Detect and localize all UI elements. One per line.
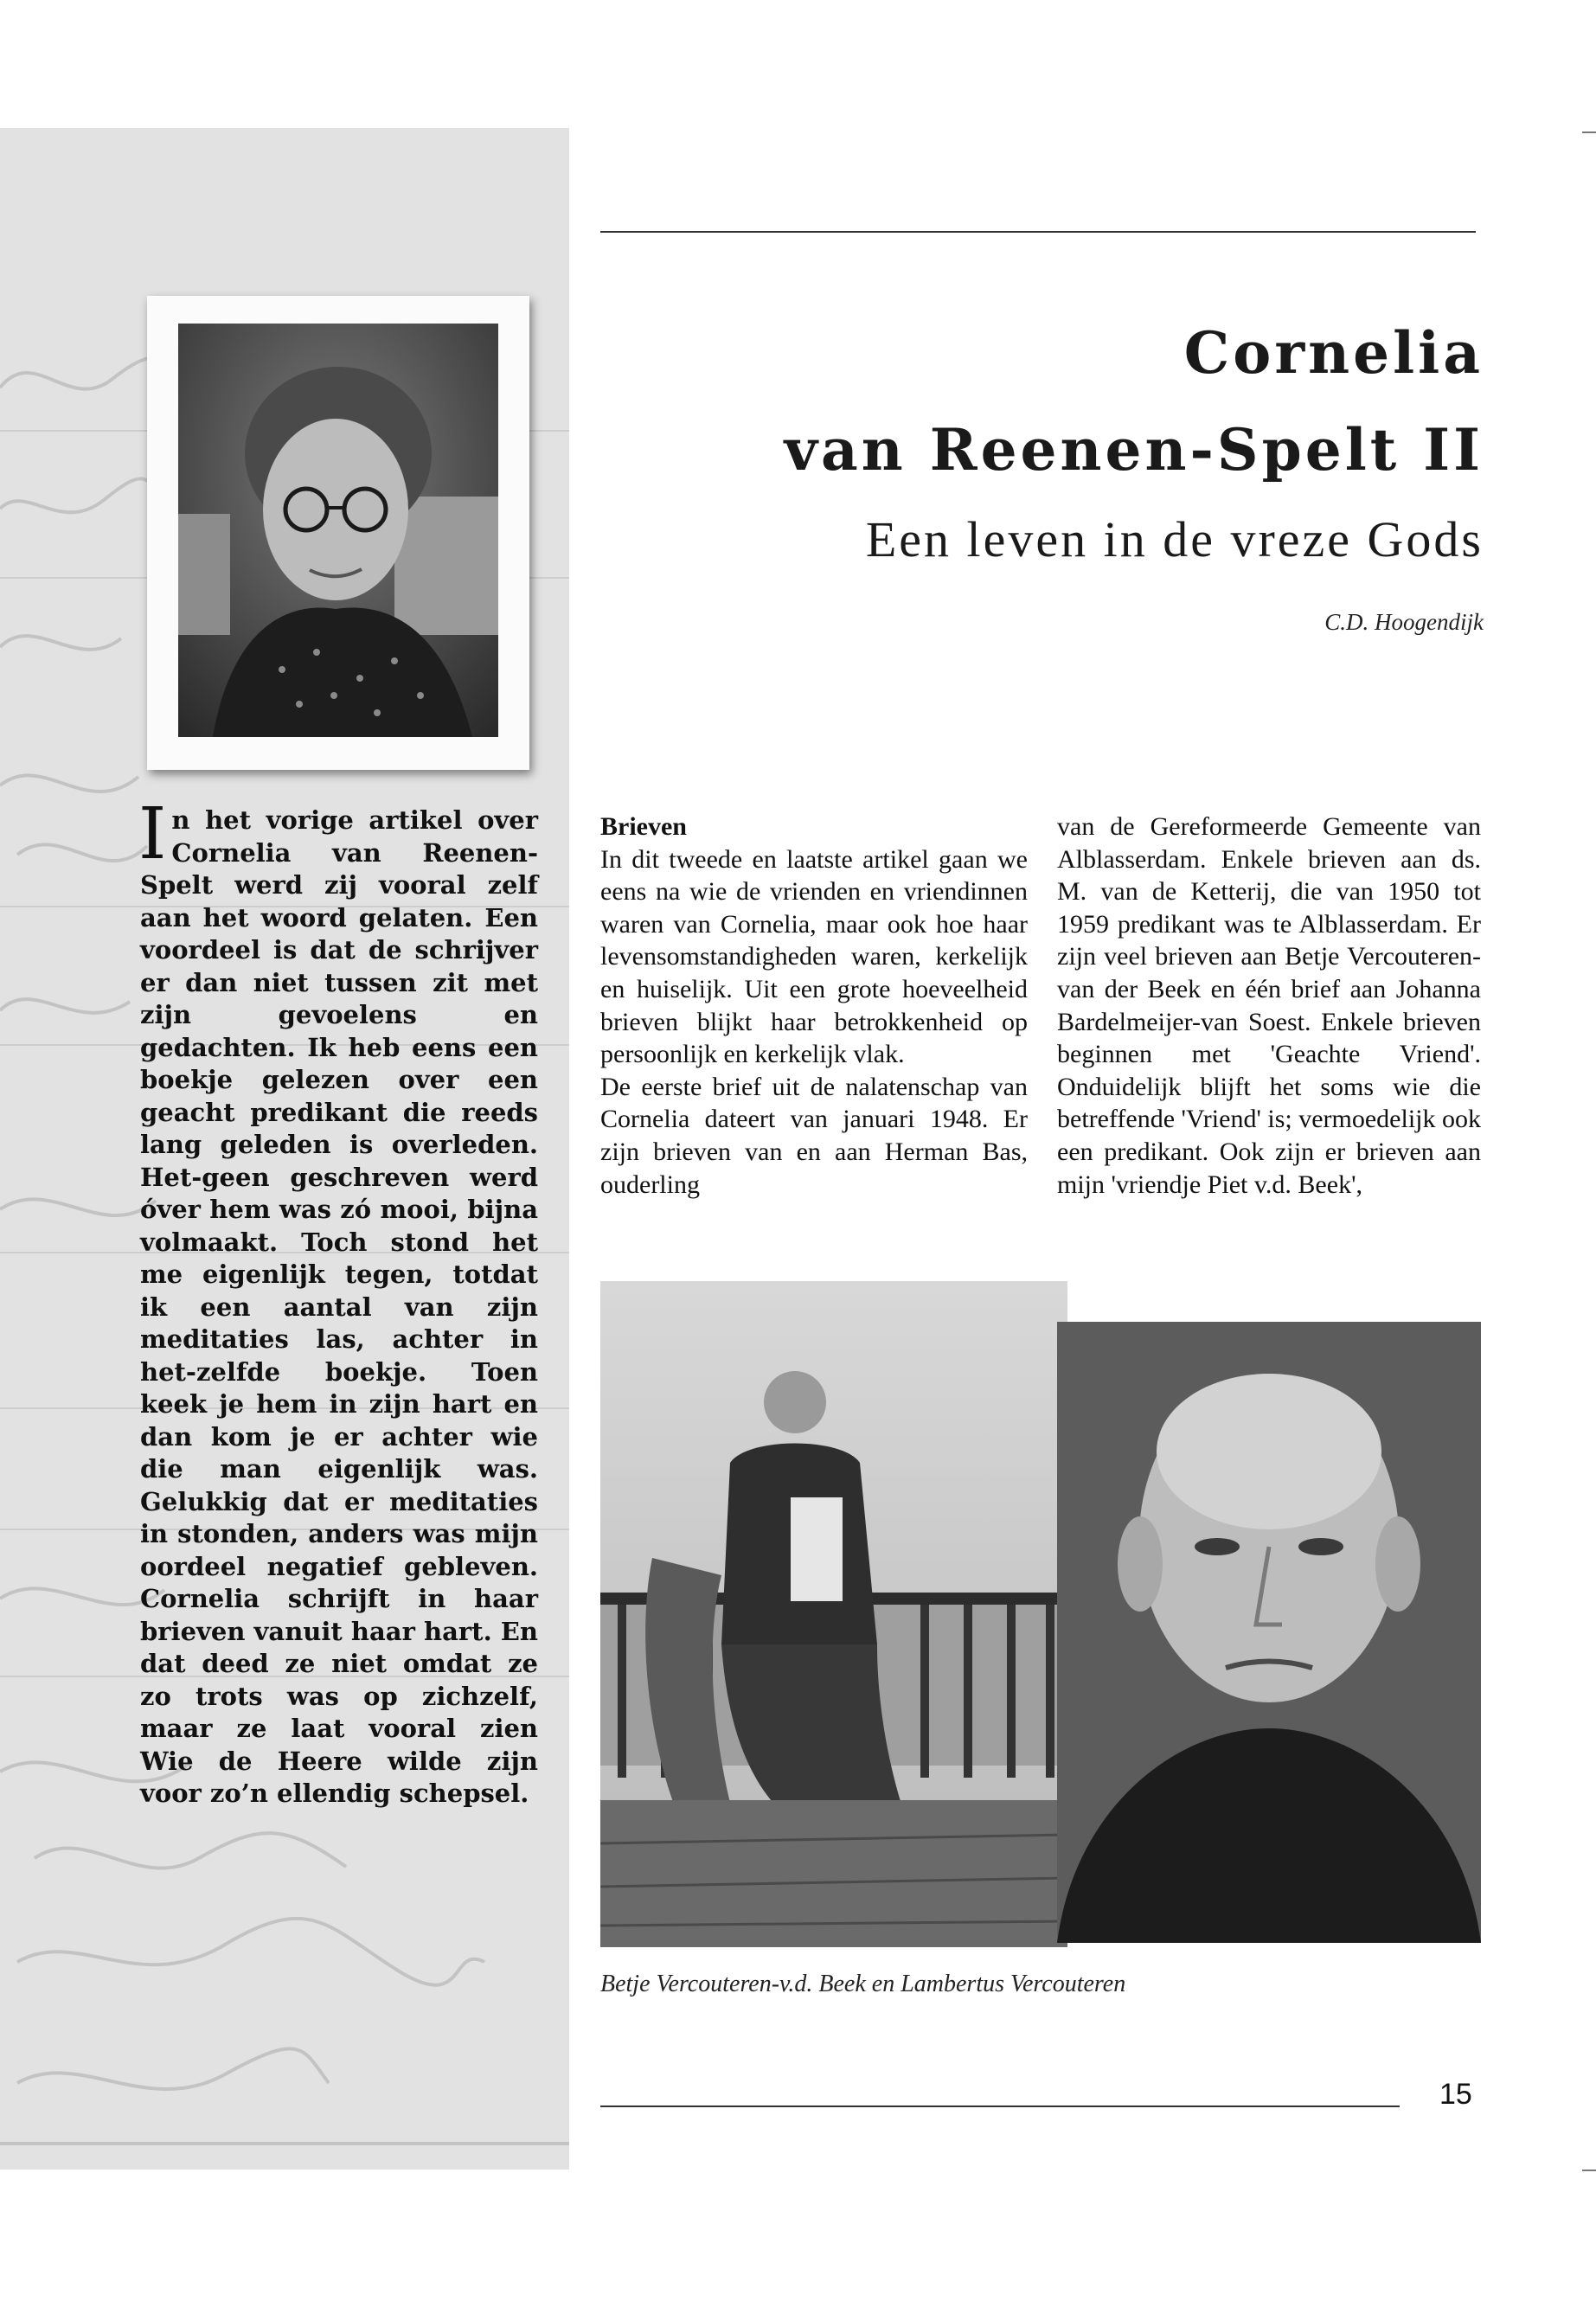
photo-woman-on-balcony-icon (600, 1281, 1067, 1947)
article-title (785, 304, 1484, 498)
portrait-photo-frame (147, 296, 529, 770)
sidebar-background (0, 128, 569, 2170)
article-subtitle: Een leven in de vreze Gods (865, 511, 1484, 567)
bottom-rule (600, 2106, 1400, 2107)
column2-paragraph-1: van de Gereformeerde Gemeente van Alblasserdam. Enkele brieven aan ds. M. van de Ketterij, die van 1950 tot 1959 predikant was te Alblasserdam. Er zijn veel brieven aan Betje Vercouteren-van der Beek en één brief aan Johanna Bardelmeijer-van Soest. Enkele brieven beginnen met 'Geachte Vriend'. Onduidelijk blijft het soms wie die betreffende 'Vriend' is; vermoedelijk ook een predikant. Ook zijn er brieven aan mijn 'vriendje Piet v.d. Beek', (1057, 812, 1481, 1199)
article-author: C.D. Hoogendijk (1324, 609, 1484, 635)
trim-mark-top (1582, 131, 1596, 133)
intro-text: n het vorige artikel over Cornelia van Reenen-Spelt werd zij vooral zelf aan het woord gelaten. Een voordeel is dat de schrijver er dan niet tussen zit met zijn gevoelens en gedachten. Ik heb eens een boekje gelezen over een geacht predikant die reeds lang geleden is overleden. Het-geen geschreven werd óver hem was zó mooi, bijna volmaakt. Toch stond het me eigenlijk tegen, totdat ik een aantal van zijn meditaties las, achter in het-zelfde boekje. Toen keek je hem in zijn hart en dan kom je er achter wie die man eigenlijk was. Gelukkig dat er meditaties in stonden, anders was mijn oordeel negatief gebleven. Cornelia schrijft in haar brieven vanuit haar hart. En dat deed ze niet omdat ze zo trots was op zichzelf, maar ze laat vooral zien Wie de Heere wilde zijn voor zo’n ellendig schepsel. (140, 805, 538, 1808)
body-column-1 (600, 811, 1028, 1201)
title-line-1: Cornelia (1183, 319, 1484, 387)
top-rule (600, 231, 1476, 233)
section-heading: Brieven (600, 812, 687, 841)
trim-mark-bottom (1582, 2170, 1596, 2171)
body-column-2 (1057, 811, 1481, 1201)
column1-paragraph-1: In dit tweede en laatste artikel gaan we eens na wie de vrienden en vriendinnen waren van Cornelia, maar ook hoe haar levensomstandigheden waren, kerkelijk en huiselijk. Uit een grote hoeveelheid brieven blijkt haar betrokkenheid op persoonlijk en kerkelijk vlak. (600, 844, 1028, 1069)
title-line-2: van Reenen-Spelt II (784, 416, 1484, 484)
page-number: 15 (1439, 2078, 1472, 2111)
portrait-photo-cornelia-icon (178, 324, 498, 737)
photo-woman-on-balcony (600, 1281, 1067, 1947)
photo-elderly-man (1057, 1322, 1481, 1988)
photo-caption: Betje Vercouteren-v.d. Beek en Lambertus Vercouteren (600, 1971, 1126, 1997)
intro-paragraph (138, 793, 538, 1811)
photo-elderly-man-icon (1057, 1322, 1481, 1943)
intro-dropcap: I (138, 793, 167, 875)
column1-paragraph-2: De eerste brief uit de nalatenschap van Cornelia dateert van januari 1948. Er zijn brieven van en aan Herman Bas, ouderling (600, 1072, 1028, 1199)
